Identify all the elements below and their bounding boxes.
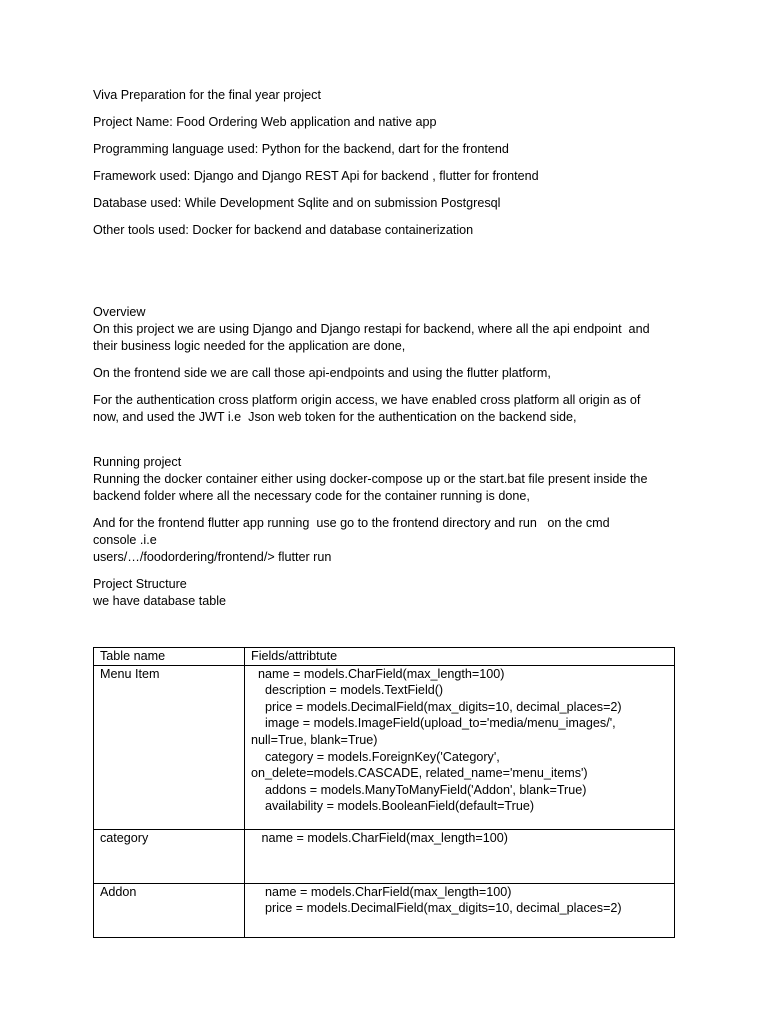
row-name: Menu Item — [94, 665, 245, 829]
project-name: Project Name: Food Ordering Web application and native app — [93, 115, 437, 129]
overview-heading: Overview — [93, 305, 146, 319]
table-row — [94, 665, 675, 829]
overview-para-3-line-2: now, and used the JWT i.e Json web token for the authentication on the backend side, — [93, 410, 577, 424]
framework-used: Framework used: Django and Django REST Api for backend , flutter for frontend — [93, 169, 539, 183]
overview-para-1-line-1: On this project we are using Django and Django restapi for backend, where all the api endpoint and — [93, 322, 650, 336]
field-line: null=True, blank=True) — [251, 732, 378, 747]
table-row — [94, 829, 675, 883]
overview-para-3-line-1: For the authentication cross platform origin access, we have enabled cross platform all origin as of — [93, 393, 641, 407]
table-row — [94, 883, 675, 937]
field-line: availability = models.BooleanField(default=True) — [251, 799, 535, 814]
document-page — [93, 87, 683, 610]
overview-para-2: On the frontend side we are call those api-endpoints and using the flutter platform, — [93, 366, 551, 380]
running-para-1-line-1: Running the docker container either using docker-compose up or the start.bat file present inside the — [93, 472, 648, 486]
header-fields: Fields/attribtute — [245, 648, 675, 666]
running-para-2-line-2: console .i.e — [93, 533, 157, 547]
row-fields — [245, 829, 675, 883]
overview-para-1-line-2: their business logic needed for the application are done, — [93, 339, 406, 353]
structure-intro: we have database table — [93, 594, 227, 608]
field-line: name = models.CharField(max_length=100) — [251, 666, 505, 681]
running-para-2-line-1: And for the frontend flutter app running use go to the frontend directory and run on the cmd — [93, 516, 610, 530]
header-table-name: Table name — [94, 648, 245, 666]
row-fields — [245, 665, 675, 829]
running-para-1-line-2: backend folder where all the necessary code for the container running is done, — [93, 489, 530, 503]
field-line: category = models.ForeignKey('Category', — [251, 749, 500, 764]
database-used: Database used: While Development Sqlite and on submission Postgresql — [93, 196, 501, 210]
field-line: description = models.TextField() — [251, 683, 444, 698]
field-line: name = models.CharField(max_length=100) — [251, 884, 512, 899]
row-fields — [245, 883, 675, 937]
field-line: on_delete=models.CASCADE, related_name='menu_items') — [251, 766, 588, 781]
language-used: Programming language used: Python for the backend, dart for the frontend — [93, 142, 509, 156]
row-name: Addon — [94, 883, 245, 937]
field-line: price = models.DecimalField(max_digits=10, decimal_places=2) — [251, 901, 622, 916]
running-heading: Running project — [93, 455, 182, 469]
field-line: image = models.ImageField(upload_to='media/menu_images/', — [251, 716, 616, 731]
table-header-row — [94, 648, 675, 666]
field-line: addons = models.ManyToManyField('Addon', blank=True) — [251, 782, 587, 797]
structure-heading: Project Structure — [93, 577, 187, 591]
running-command: users/…/foodordering/frontend/> flutter run — [93, 550, 332, 564]
doc-title: Viva Preparation for the final year project — [93, 88, 321, 102]
field-line: name = models.CharField(max_length=100) — [251, 830, 508, 845]
tools-used: Other tools used: Docker for backend and database containerization — [93, 223, 474, 237]
field-line: price = models.DecimalField(max_digits=10, decimal_places=2) — [251, 699, 622, 714]
database-table — [93, 647, 675, 938]
row-name: category — [94, 829, 245, 883]
